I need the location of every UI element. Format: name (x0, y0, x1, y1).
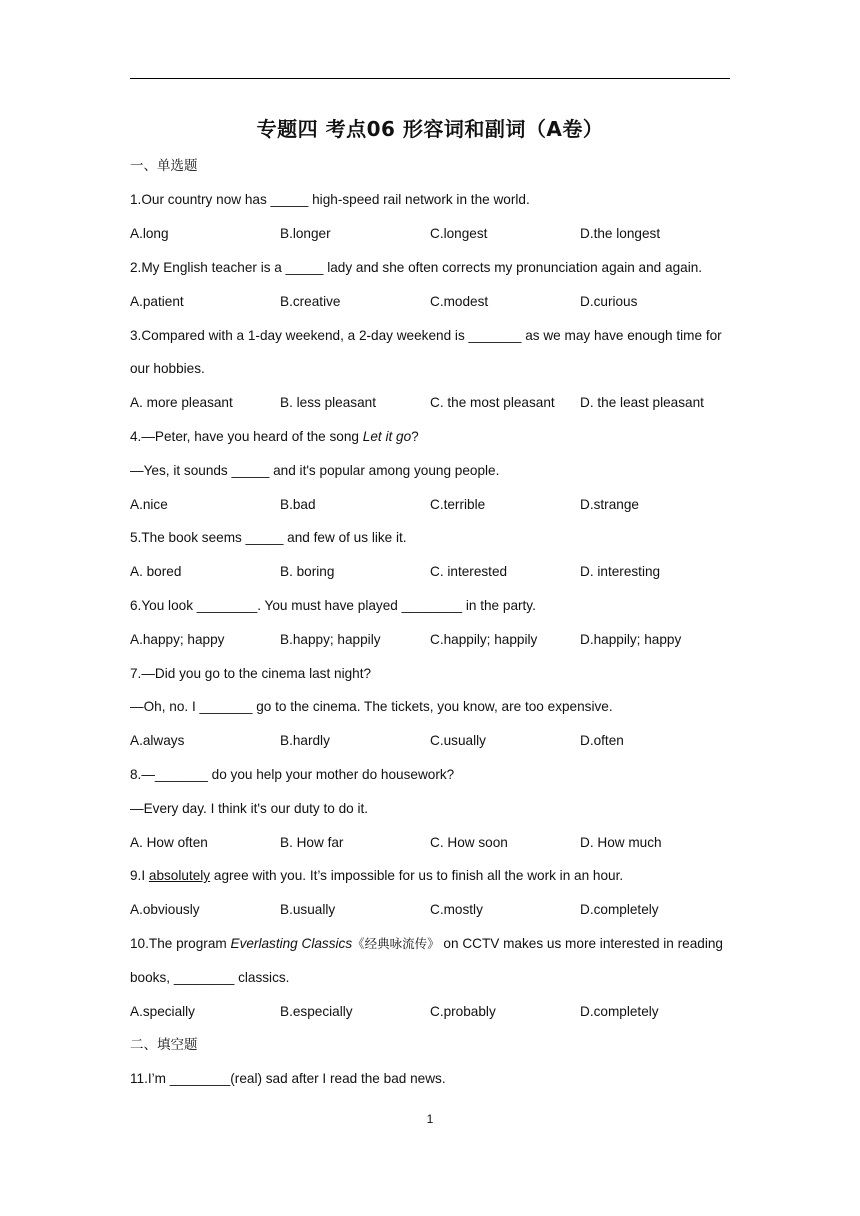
option-a: A.long (130, 226, 169, 241)
question-11-stem: 11.I’m ________(real) sad after I read the bad news. (130, 1071, 446, 1086)
option-d: D. interesting (580, 564, 661, 579)
section-heading-single-choice: 一、单选题 (130, 158, 198, 174)
option-b: B.bad (280, 497, 316, 512)
option-c: C.terrible (430, 497, 486, 512)
question-2-stem: 2.My English teacher is a _____ lady and she often corrects my pronunciation again and again. (130, 260, 703, 275)
option-a: A.obviously (130, 902, 200, 917)
q4-stem-end: ? (411, 429, 419, 444)
question-6-stem: 6.You look ________. You must have played ________ in the party. (130, 598, 536, 613)
header-rule (130, 78, 730, 79)
q9-stem-start: 9.I (130, 868, 149, 883)
question-5-stem: 5.The book seems _____ and few of us like it. (130, 530, 407, 545)
question-4-reply: —Yes, it sounds _____ and it's popular among young people. (130, 463, 500, 478)
option-b: B. How far (280, 835, 344, 850)
option-d: D.the longest (580, 226, 661, 241)
section-heading-fill-in: 二、填空题 (130, 1037, 198, 1053)
question-8-reply: —Every day. I think it's our duty to do it. (130, 801, 369, 816)
question-7-stem: 7.—Did you go to the cinema last night? (130, 666, 372, 681)
option-d: D.completely (580, 902, 659, 917)
song-title: Let it go (362, 429, 412, 444)
q10-stem-start: 10.The program (130, 936, 231, 951)
q9-stem-end: agree with you. It’s impossible for us to finish all the work in an hour. (210, 868, 624, 883)
program-title-chinese: 《经典咏流传》 (352, 936, 440, 951)
option-d: D.happily; happy (580, 632, 682, 647)
option-c: C.longest (430, 226, 488, 241)
option-c: C. How soon (430, 835, 508, 850)
option-b: B.especially (280, 1004, 353, 1019)
option-d: D.completely (580, 1004, 659, 1019)
option-c: C.probably (430, 1004, 496, 1019)
question-8-stem: 8.—_______ do you help your mother do housework? (130, 767, 455, 782)
question-3-stem: 3.Compared with a 1-day weekend, a 2-day weekend is _______ as we may have enough time for (130, 328, 722, 343)
option-b: B.usually (280, 902, 336, 917)
option-c: C.happily; happily (430, 632, 538, 647)
option-a: A.always (130, 733, 185, 748)
option-b: B. boring (280, 564, 335, 579)
option-a: A.nice (130, 497, 168, 512)
option-c: C.mostly (430, 902, 483, 917)
option-d: D.curious (580, 294, 638, 309)
question-7-reply: —Oh, no. I _______ go to the cinema. The tickets, you know, are too expensive. (130, 699, 613, 714)
question-10-stem (130, 934, 740, 954)
q10-stem-end: on CCTV makes us more interested in reading (439, 936, 723, 951)
q4-stem-start: 4.—Peter, have you heard of the song (130, 429, 363, 444)
option-b: B. less pleasant (280, 395, 376, 410)
page-number: 1 (426, 1112, 434, 1126)
question-10-stem-continued: books, ________ classics. (130, 970, 290, 985)
option-c: C.modest (430, 294, 489, 309)
option-b: B.happy; happily (280, 632, 381, 647)
option-c: C. the most pleasant (430, 395, 555, 410)
option-a: A. more pleasant (130, 395, 233, 410)
option-a: A.happy; happy (130, 632, 225, 647)
option-d: D. the least pleasant (580, 395, 704, 410)
option-b: B.creative (280, 294, 341, 309)
question-1-stem: 1.Our country now has _____ high-speed rail network in the world. (130, 192, 530, 207)
program-title: Everlasting Classics (230, 936, 353, 951)
option-b: B.hardly (280, 733, 330, 748)
option-a: A. How often (130, 835, 208, 850)
question-3-stem-continued: our hobbies. (130, 361, 205, 376)
option-b: B.longer (280, 226, 331, 241)
page-title: 专题四 考点06 形容词和副词（A卷） (256, 117, 604, 141)
option-d: D.strange (580, 497, 639, 512)
option-a: A.specially (130, 1004, 195, 1019)
option-a: A.patient (130, 294, 184, 309)
option-a: A. bored (130, 564, 182, 579)
option-d: D. How much (580, 835, 662, 850)
underlined-word: absolutely (148, 868, 211, 883)
option-c: C. interested (430, 564, 508, 579)
question-9-stem (130, 866, 740, 886)
question-4-stem (130, 427, 740, 447)
option-c: C.usually (430, 733, 486, 748)
option-d: D.often (580, 733, 624, 748)
